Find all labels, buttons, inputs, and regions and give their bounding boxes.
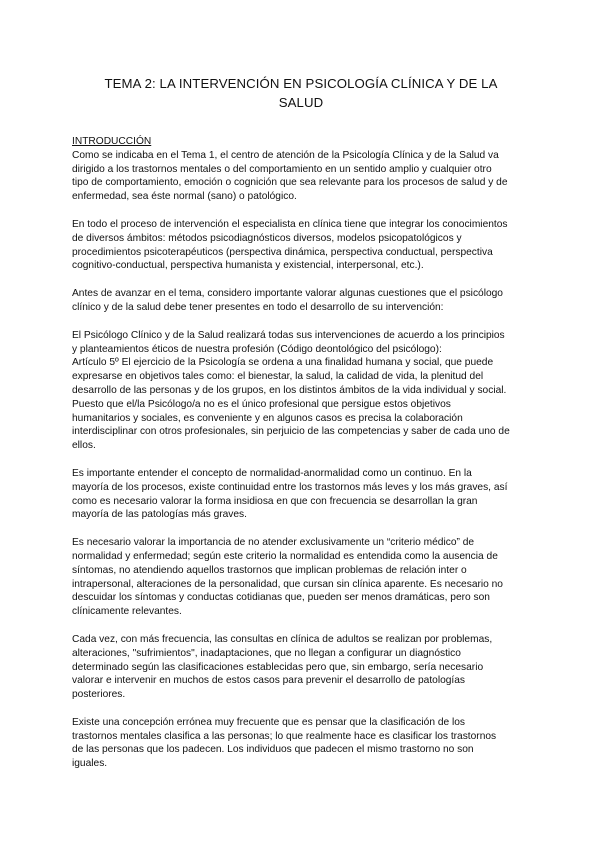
text-line: Existe una concepción errónea muy frecuente que es pensar que la clasificación de los <box>72 716 466 728</box>
paragraph <box>72 633 530 702</box>
section-heading-introduccion: INTRODUCCIÓN <box>72 136 152 147</box>
text-line: procedimientos psicoterapéuticos (perspectiva dinámica, perspectiva conductual, perspectiva <box>72 246 493 258</box>
text-line: Antes de avanzar en el tema, considero importante valorar algunas cuestiones que el psicólogo <box>72 288 503 300</box>
paragraph <box>72 149 530 204</box>
text-line: síntomas, no atendiendo aquellos trastornos que implican problemas de relación inter o <box>72 564 467 576</box>
text-line: iguales. <box>72 758 108 770</box>
text-line: descuidar los síntomas y conductas cotidianas que, pueden ser menos dramáticas, pero son <box>72 592 490 604</box>
text-line: Es importante entender el concepto de normalidad-anormalidad como un continuo. En la <box>72 467 472 479</box>
paragraph <box>72 218 530 273</box>
text-line: mayoría de los procesos, existe continuidad entre los trastornos más leves y los más graves, así <box>72 481 508 493</box>
text-line: desarrollo de las personas y de los grupos, en los distintos ámbitos de la vida individual y social. <box>72 384 507 396</box>
text-line: posteriores. <box>72 689 126 701</box>
text-line: humanitarios y sociales, es conveniente y en algunos casos es precisa la colaboración <box>72 412 463 424</box>
text-line: En todo el proceso de intervención el especialista en clínica tiene que integrar los conocimientos <box>72 218 508 230</box>
paragraph <box>72 536 530 619</box>
text-line: valorar e intervenir en muchos de estos casos para prevenir el desarrollo de patologías <box>72 675 465 687</box>
paragraph <box>72 329 530 453</box>
text-line: clínicamente relevantes. <box>72 606 182 618</box>
title-line: TEMA 2: LA INTERVENCIÓN EN PSICOLOGÍA CLÍNICA Y DE LA <box>104 76 498 91</box>
text-line: expresarse en objetivos tales como: el bienestar, la salud, la calidad de vida, la plenitud del <box>72 371 484 383</box>
text-line: Como se indicaba en el Tema 1, el centro de atención de la Psicología Clínica y de la Salud va <box>72 149 499 161</box>
text-line: Es necesario valorar la importancia de no atender exclusivamente un “criterio médico” de <box>72 537 475 549</box>
text-line: clínico y de la salud debe tener presentes en todo el desarrollo de su intervención: <box>72 301 444 313</box>
text-line: como es necesario valorar la forma insidiosa en que con frecuencia se desarrollan la gran <box>72 495 478 507</box>
paragraph <box>72 467 530 522</box>
title-line: SALUD <box>278 95 324 110</box>
text-line: determinado según las clasificaciones establecidas pero que, sin embargo, sería necesario <box>72 661 484 673</box>
document-body <box>72 149 530 771</box>
text-line: cognitivo-conductual, perspectiva humanista y existencial, interpersonal, etc.). <box>72 260 424 272</box>
text-line: de las personas que los padecen. Los individuos que padecen el mismo trastorno no son <box>72 744 474 756</box>
document-page <box>72 74 530 785</box>
text-line: enfermedad, sea éste normal (sano) o patológico. <box>72 191 297 203</box>
text-line: y planteamientos éticos de nuestra profesión (Código deontológico del psicólogo): <box>72 343 442 355</box>
text-line: intrapersonal, alteraciones de la personalidad, que cursan sin clínica aparente. Es necesario no <box>72 578 503 590</box>
text-line: normalidad y enfermedad; según este criterio la normalidad es entendida como la ausencia de <box>72 550 498 562</box>
text-line: alteraciones, "sufrimientos", inadaptaciones, que no llegan a configurar un diagnóstico <box>72 647 461 659</box>
text-line: trastornos mentales clasifica a las personas; lo que realmente hace es clasificar los trastornos <box>72 730 497 742</box>
document-title <box>72 74 530 112</box>
text-line: tipo de comportamiento, emoción o cognición que sea relevante para los procesos de salud y de <box>72 177 508 189</box>
text-line: dirigido a los trastornos mentales o del comportamiento en un sentido amplio y cualquier otro <box>72 163 492 175</box>
text-line: de diversos ámbitos: métodos psicodiagnósticos diversos, modelos psicopatológicos y <box>72 232 462 244</box>
paragraph <box>72 287 530 315</box>
text-line: El Psicólogo Clínico y de la Salud realizará todas sus intervenciones de acuerdo a los principios <box>72 329 505 341</box>
paragraph <box>72 716 530 771</box>
text-line: Puesto que el/la Psicólogo/a no es el único profesional que persigue estos objetivos <box>72 398 451 410</box>
text-line: ellos. <box>72 440 96 452</box>
text-line: Cada vez, con más frecuencia, las consultas en clínica de adultos se realizan por problemas, <box>72 633 493 645</box>
text-line: interdisciplinar con otros profesionales, sin perjuicio de las competencias y saber de cada uno de <box>72 426 510 438</box>
text-line: mayoría de las patologías más graves. <box>72 509 247 521</box>
text-line: Artículo 5º El ejercicio de la Psicología se ordena a una finalidad humana y social, que puede <box>72 357 494 369</box>
